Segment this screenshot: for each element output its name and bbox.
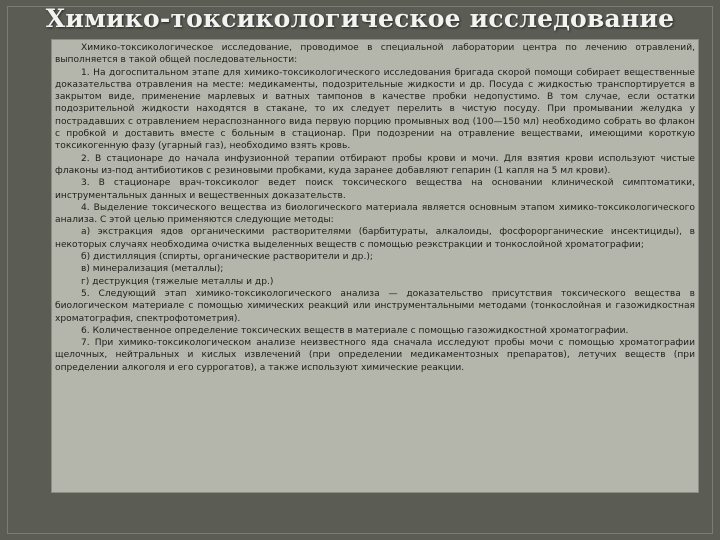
paragraph-step-5: 5. Следующий этап химико-токсикологического анализа — доказательство присутствия токсического вещества в биологическом материале с помощью химических реакций или инструментальными методами (тонкослойная и газожидкостная хроматография, спектрофотометрия). bbox=[55, 288, 695, 324]
paragraph-step-3: 3. В стационаре врач-токсиколог ведет поиск токсического вещества на основании клинической симптоматики, инструментальных данных и вещественных доказательств. bbox=[55, 178, 695, 201]
paragraph-step-6: 6. Количественное определение токсических веществ в материале с помощью газожидкостной хроматографии. bbox=[81, 325, 629, 336]
paragraph-method-b: б) дистилляция (спирты, органические растворители и др.); bbox=[81, 252, 373, 263]
paragraph-step-7: 7. При химико-токсикологическом анализе неизвестного яда сначала исследуют пробы мочи с помощью хроматографии щелочных, нейтральных и кислых извлечений (при определении медикаментозных препаратов), летучих веществ (при определении алкоголя и его суррогатов), а также используют химические реакции. bbox=[55, 338, 695, 373]
paragraph-step-2: 2. В стационаре до начала инфузионной терапии отбирают пробы крови и мочи. Для взятия крови используют чистые флаконы из-под антибиотиков с резиновыми пробками, куда заранее добавляют гепарин (1 капля на 5 мл крови). bbox=[55, 153, 695, 176]
paragraph-method-d: г) деструкция (тяжелые металлы и др.) bbox=[81, 276, 274, 287]
paragraph-intro: Химико-токсикологическое исследование, проводимое в специальной лаборатории центра по лечению отравлений, выполняется в такой общей последовательности: bbox=[55, 43, 695, 66]
paragraph-step-4: 4. Выделение токсического вещества из биологического материала является основным этапом химико-токсикологического анализа. С этой целью применяются следующие методы: bbox=[55, 202, 695, 226]
paragraph-method-c: в) минерализация (металлы); bbox=[81, 264, 224, 275]
paragraph-step-1: 1. На догоспитальном этапе для химико-токсикологического исследования бригада скорой помощи собирает вещественные доказательства отравления на месте: медикаменты, подозрительные жидкости и др. Посуда с жидкостью транспортируется в закрытом виде, применение марлевых и ватных тампонов в качестве пробки недопустимо. В том случае, если остатки подозрительной жидкости находятся в стакане, то их следует перелить в чистую посуду. При промывании желудка у пострадавших с отравлением нераспознанного вида первую порцию промывных вод (100—150 мл) необходимо собрать во флакон с пробкой и доставить вместе с больным в стационар. При подозрении на отравление веществами, имеющими короткую токсикогенную фазу (угарный газ), необходимо взять кровь. bbox=[55, 67, 695, 152]
slide-title: Химико-токсикологическое исследование bbox=[45, 4, 675, 33]
paragraph-method-a: а) экстракция ядов органическими растворителями (барбитураты, алкалоиды, фосфорорганические инсектициды), в некоторых случаях необходима очистка выделенных веществ с помощью реэкстракции и тонкослойной хроматографии; bbox=[55, 227, 695, 250]
body-text bbox=[55, 42, 695, 374]
